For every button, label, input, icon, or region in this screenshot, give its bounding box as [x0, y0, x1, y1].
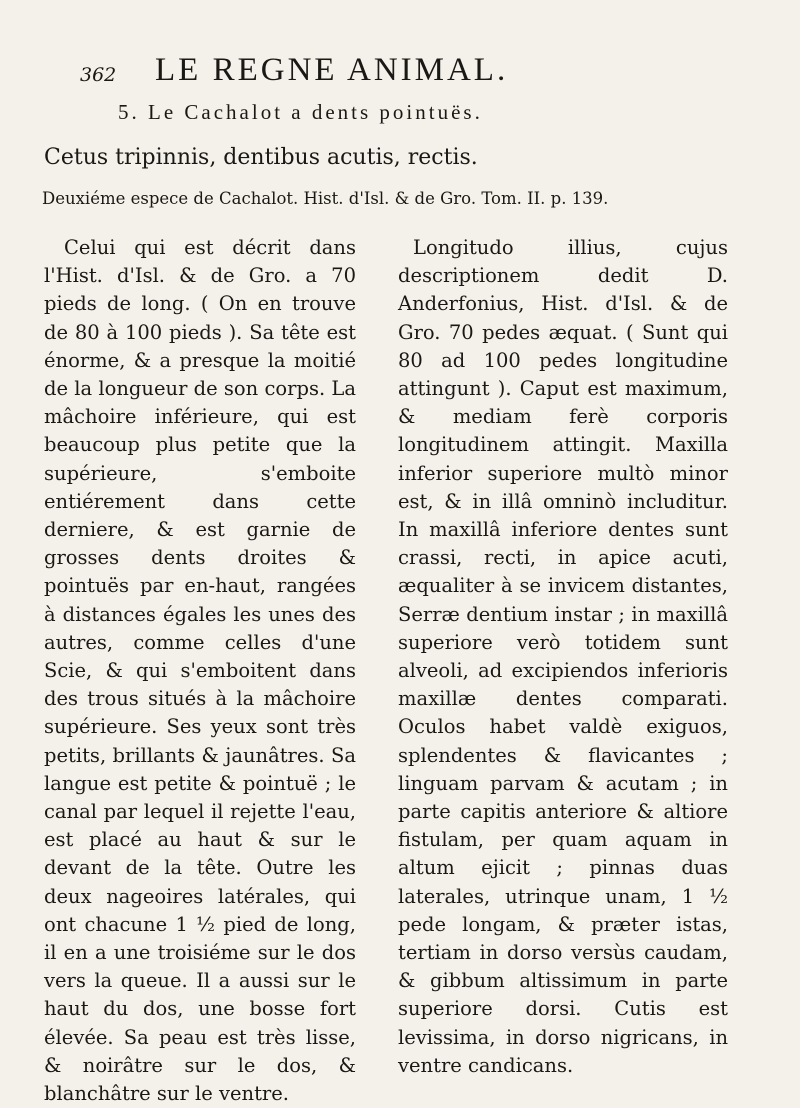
latin-species-name: Cetus tripinnis, dentibus acutis, rectis. [44, 145, 478, 170]
latin-description-text: Longitudo illius, cujus descriptionem dedit D. Anderfonius, Hist. d'Isl. & de Gro. 70 pedes æquat. ( Sunt qui 80 ad 100 pedes longitudine attingunt ). Caput est maximum, & mediam ferè corporis longitudinem attingit. Maxilla inferior superiore multò minor est, & in illâ omninò includitur. In maxillâ inferiore dentes sunt crassi, recti, in apice acuti, æqualiter à se invicem distantes, Serræ dentium instar ; in maxillâ superiore verò totidem sunt alveoli, ad excipiendos inferioris maxillæ dentes comparati. Oculos habet valdè exiguos, splendentes & flavicantes ; linguam parvam & acutam ; in parte capitis anteriore & altiore fistulam, per quam aquam in altum ejicit ; pinnas duas laterales, utrinque unam, 1 ½ pede longam, & præter istas, tertiam in dorso versùs caudam, & gibbum altissimum in parte superiore dorsi. Cutis est levissima, in dorso nigricans, in ventre candicans. [398, 236, 728, 1077]
page-header [80, 48, 700, 88]
page-number: 362 [80, 64, 117, 86]
french-description-column [44, 234, 356, 1108]
french-description-text: Celui qui est décrit dans l'Hist. d'Isl. & de Gro. a 70 pieds de long. ( On en trouve de 80 à 100 pieds ). Sa tête est énorme, & a presque la moitié de la longueur de son corps. La mâchoire inférieure, qui est beaucoup plus petite que la supérieure, s'emboite entiérement dans cette derniere, & est garnie de grosses dents droites & pointuës par en-haut, rangées à distances égales les unes des autres, comme celles d'une Scie, & qui s'emboitent dans des trous situés à la mâchoire supérieure. Ses yeux sont très petits, brillants & jaunâtres. Sa langue est petite & pointuë ; le canal par lequel il rejette l'eau, est placé au haut & sur le devant de la tête. Outre les deux nageoires latérales, qui ont chacune 1 ½ pied de long, il en a une troisiéme sur le dos vers la queue. Il a aussi sur le haut du dos, une bosse fort élevée. Sa peau est très lisse, & noirâtre sur le dos, & blanchâtre sur le ventre. [44, 236, 356, 1106]
bibliographic-reference: Deuxiéme espece de Cachalot. Hist. d'Isl. & de Gro. Tom. II. p. 139. [42, 189, 609, 208]
latin-description-column [398, 234, 728, 1080]
section-title: 5. Le Cachalot a dents pointuës. [118, 100, 483, 124]
running-title: LE REGNE ANIMAL. [155, 52, 509, 88]
